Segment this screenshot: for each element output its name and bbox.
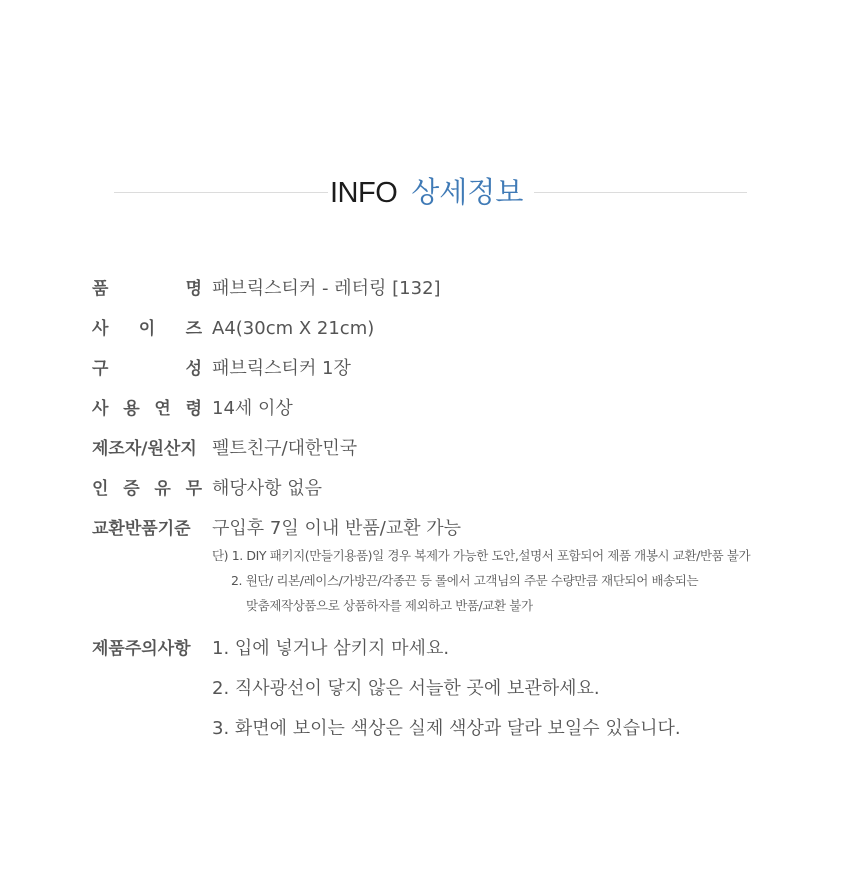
- label-char: 즈: [185, 319, 202, 339]
- label-char: 명: [185, 279, 202, 299]
- header-divider-right: [534, 192, 747, 193]
- label-char: 사: [92, 399, 109, 419]
- label-char: 무: [185, 479, 202, 499]
- age-label: [92, 396, 202, 422]
- label-char: 유: [154, 479, 171, 499]
- label-char: 인: [92, 479, 109, 499]
- info-header: [0, 170, 860, 214]
- label-char: 연: [154, 399, 171, 419]
- exchange-value: 구입후 7일 이내 반품/교환 가능: [212, 518, 462, 539]
- exchange-label: 교환반품기준: [92, 519, 191, 539]
- caution-item: 3. 화면에 보이는 색상은 실제 색상과 달라 보일수 있습니다.: [212, 718, 681, 739]
- product-name-value: 패브릭스티커 - 레터링 [132]: [212, 278, 441, 299]
- maker-value: 펠트친구/대한민국: [212, 438, 358, 459]
- product-name-label: [92, 276, 202, 302]
- section-title-english: INFO: [330, 177, 398, 209]
- label-char: 증: [123, 479, 140, 499]
- exchange-note-line: 2. 원단/ 리본/레이스/가방끈/각종끈 등 롤에서 고객님의 주문 수량만큼 재단되어 배송되는: [231, 573, 699, 588]
- composition-label: [92, 356, 202, 382]
- caution-item: 2. 직사광선이 닿지 않은 서늘한 곳에 보관하세요.: [212, 678, 600, 699]
- age-value: 14세 이상: [212, 398, 293, 419]
- exchange-note-line: 맞춤제작상품으로 상품하자를 제외하고 반품/교환 불가: [246, 598, 533, 613]
- caution-item: 1. 입에 넣거나 삼키지 마세요.: [212, 638, 450, 659]
- section-title-korean: 상세정보: [411, 175, 524, 209]
- size-value: A4(30cm X 21cm): [212, 318, 375, 339]
- label-char: 구: [92, 359, 109, 379]
- label-char: 용: [123, 399, 140, 419]
- label-char: 품: [92, 279, 109, 299]
- label-char: 이: [138, 319, 156, 339]
- section-title: [330, 173, 523, 211]
- header-divider-left: [114, 192, 328, 193]
- label-char: 사: [92, 319, 109, 339]
- label-char: 령: [185, 399, 202, 419]
- maker-label: 제조자/원산지: [92, 439, 197, 459]
- size-label: [92, 316, 202, 342]
- composition-value: 패브릭스티커 1장: [212, 358, 351, 379]
- caution-label: 제품주의사항: [92, 639, 191, 659]
- exchange-note-line: 단) 1. DIY 패키지(만들기용품)일 경우 복제가 가능한 도안,설명서 포함되어 제품 개봉시 교환/반품 불가: [212, 548, 751, 563]
- label-char: 성: [185, 359, 202, 379]
- certification-label: [92, 476, 202, 502]
- certification-value: 해당사항 없음: [212, 478, 323, 499]
